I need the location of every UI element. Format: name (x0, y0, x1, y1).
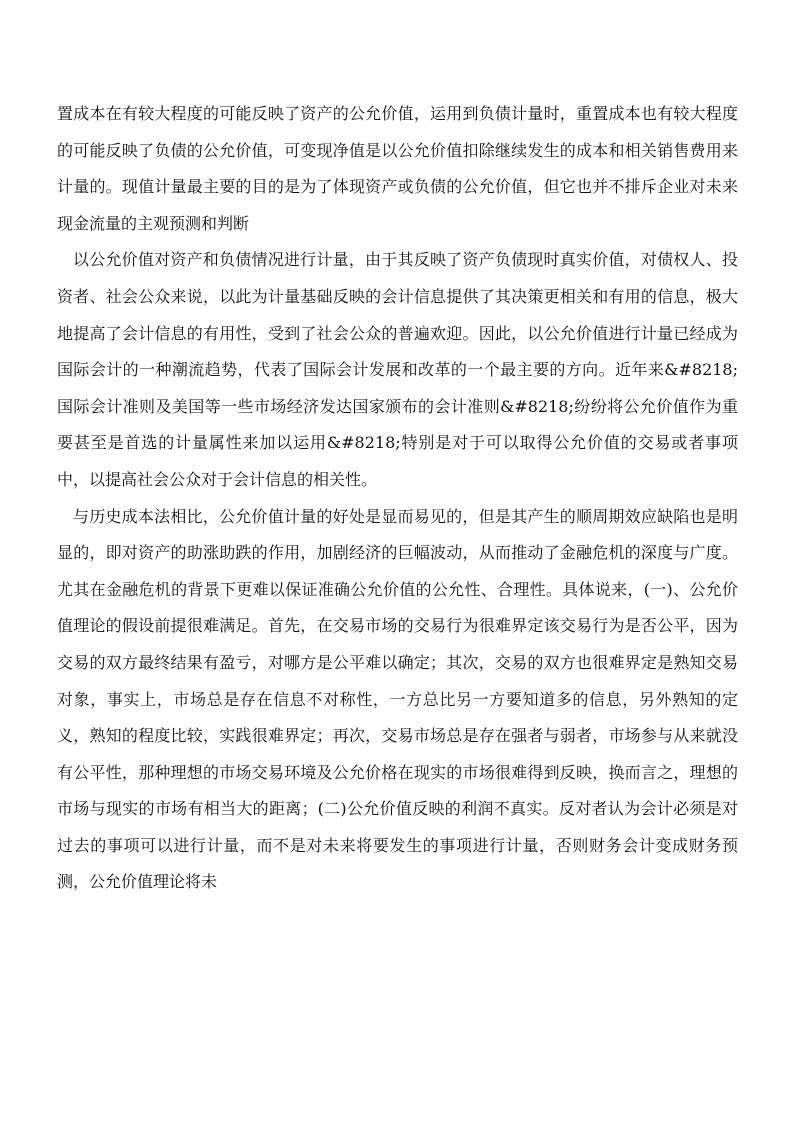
document-body (57, 96, 738, 901)
paragraph-3: 与历史成本法相比，公允价值计量的好处是显而易见的，但是其产生的顺周期效应缺陷也是明显的，即对资产的助涨助跌的作用，加剧经济的巨幅波动，从而推动了金融危机的深度与广度。尤其在金融危机的背景下更难以保证准确公允价值的公允性、合理性。具体说来，(一)、公允价值理论的假设前提很难满足。首先，在交易市场的交易行为很难界定该交易行为是否公平，因为交易的双方最终结果有盈亏，对哪方是公平难以确定；其次，交易的双方也很难界定是熟知交易对象，事实上，市场总是存在信息不对称性，一方总比另一方要知道多的信息，另外熟知的定义，熟知的程度比较，实践很难界定；再次，交易市场总是存在强者与弱者，市场参与从来就没有公平性，那种理想的市场交易环境及公允价格在现实的市场很难得到反映，换而言之，理想的市场与现实的市场有相当大的距离；(二)公允价值反映的利润不真实。反对者认为会计必须是对过去的事项可以进行计量，而不是对未来将要发生的事项进行计量，否则财务会计变成财务预测，公允价值理论将未 (57, 506, 738, 892)
paragraph-1: 置成本在有较大程度的可能反映了资产的公允价值，运用到负债计量时，重置成本也有较大程度的可能反映了负债的公允价值，可变现净值是以公允价值扣除继续发生的成本和相关销售费用来计量的。现值计量最主要的目的是为了体现资产或负债的公允价值，但它也并不排斥企业对未来现金流量的主观预测和判断 (57, 104, 738, 233)
paragraph-2: 以公允价值对资产和负债情况进行计量，由于其反映了资产负债现时真实价值，对债权人、投资者、社会公众来说，以此为计量基础反映的会计信息提供了其决策更相关和有用的信息，极大地提高了会计信息的有用性，受到了社会公众的普遍欢迎。因此，以公允价值进行计量已经成为国际会计的一种潮流趋势，代表了国际会计发展和改革的一个最主要的方向。近年来&#8218;国际会计准则及美国等一些市场经济发达国家颁布的会计准则&#8218;纷纷将公允价值作为重要甚至是首选的计量属性来加以运用&#8218;特别是对于可以取得公允价值的交易或者事项中，以提高社会公众对于会计信息的相关性。 (57, 250, 738, 489)
